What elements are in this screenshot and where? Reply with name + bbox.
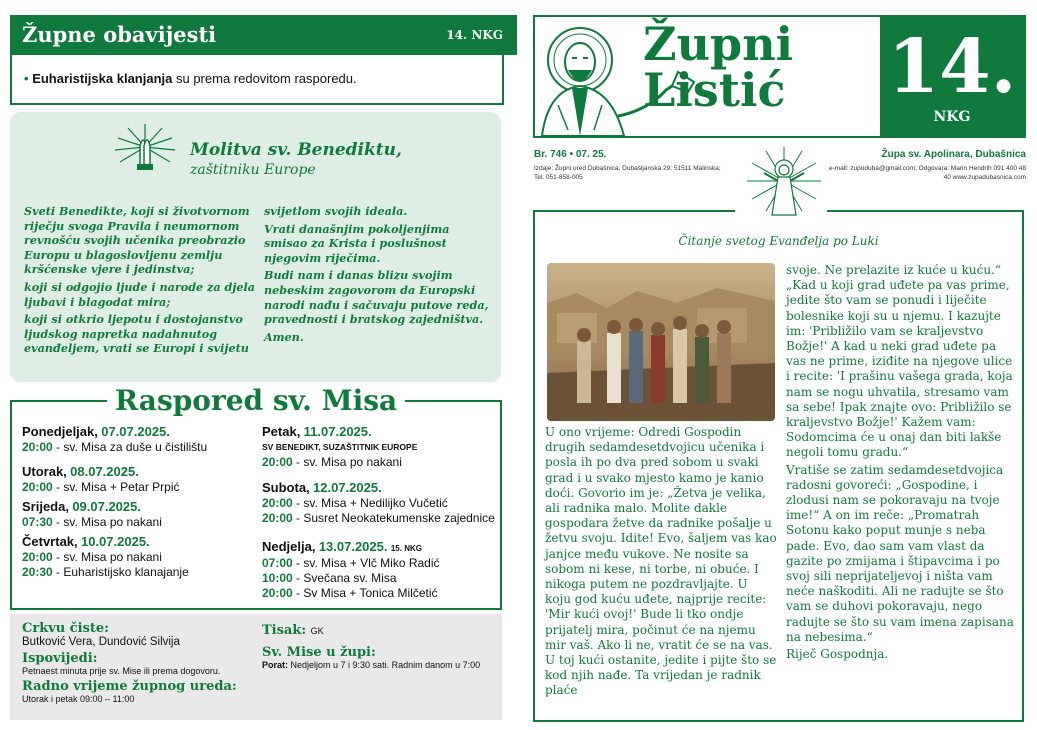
radno-value: Utorak i petak 09:00 – 11:00 bbox=[22, 694, 135, 704]
day-cetvrtak bbox=[22, 534, 189, 580]
ispovijedi-label: Ispovijedi: bbox=[22, 651, 98, 666]
day-name: Utorak, bbox=[22, 464, 67, 479]
day-utorak bbox=[22, 464, 180, 495]
obavijesti-header bbox=[10, 15, 517, 55]
molitva-paragraph: Vrati današnjim pokoljenjima smisao za Krista i poslušnost njegovim riječima. bbox=[264, 221, 450, 265]
event-time: 20:00 bbox=[262, 455, 293, 469]
praying-hands-icon bbox=[110, 122, 180, 172]
event-text: - Susret Neokatekumenske zajednice bbox=[292, 511, 495, 525]
ispovijedi-value: Petnaest minuta prije sv. Mise ili prema dogovoru. bbox=[22, 666, 221, 676]
event-time: 10:00 bbox=[262, 571, 293, 585]
molitva-paragraph: Amen. bbox=[264, 329, 304, 344]
jesus-rays-icon bbox=[744, 145, 824, 217]
masthead-title bbox=[643, 17, 794, 117]
day-nedjelja bbox=[262, 539, 440, 601]
obavijesti-issue: 14. NKG bbox=[446, 28, 503, 42]
obavijesti-item-text: su prema redovitom rasporedu. bbox=[172, 71, 357, 86]
molitva-paragraph: Budi nam i danas blizu svojim nebeskim zagovorom da Europski narodi nađu i sačuvaju putove reda, pravednosti i bratskog zajedništva. bbox=[264, 268, 489, 327]
event-text: - sv. Misa + Vlč Miko Radić bbox=[292, 556, 440, 570]
molitva-left-column bbox=[24, 204, 256, 359]
event-time: 20:00 bbox=[262, 511, 293, 525]
event-text: - sv. Misa po nakani bbox=[52, 515, 162, 529]
day-name: Subota, bbox=[262, 480, 310, 495]
molitva-box bbox=[10, 112, 501, 382]
event-text: - Euharistijsko klanajanje bbox=[52, 565, 189, 579]
event-text: - sv. Misa po nakani bbox=[52, 550, 162, 564]
masthead-number-box bbox=[880, 17, 1024, 138]
day-sup: 15. NKG bbox=[390, 544, 422, 553]
obavijesti-box bbox=[10, 55, 504, 105]
event-text: - Sv Misa + Tonica Milčetić bbox=[292, 586, 438, 600]
day-note: SV BENEDIKT, SUZAŠTITNIK EUROPE bbox=[262, 442, 418, 452]
day-name: Četvrtak, bbox=[22, 534, 78, 549]
event-time: 20:00 bbox=[262, 496, 293, 510]
event-time: 20:00 bbox=[22, 550, 53, 564]
day-srijeda bbox=[22, 499, 162, 530]
event-text: - sv. Misa + Petar Prpić bbox=[52, 480, 180, 494]
issue-number-date: Br. 746 • 07. 25. bbox=[534, 149, 607, 160]
day-date: 11.07.2025. bbox=[303, 424, 372, 439]
day-name: Srijeda, bbox=[22, 499, 69, 514]
raspored-title-wrap bbox=[12, 384, 500, 417]
masthead bbox=[533, 15, 1026, 138]
radno-label: Radno vrijeme župnog ureda: bbox=[22, 679, 237, 694]
mise-label: Sv. Mise u župi: bbox=[262, 645, 376, 660]
raspored-box bbox=[10, 384, 502, 610]
parish-name: Župa sv. Apolinara, Dubašnica bbox=[881, 149, 1026, 160]
mise-place: Porat: bbox=[262, 660, 289, 670]
day-subota bbox=[262, 480, 495, 526]
event-text: - sv. Misa po nakani bbox=[292, 455, 402, 469]
molitva-title: Molitva sv. Benediktu, bbox=[190, 140, 402, 160]
event-time: 20:30 bbox=[22, 565, 53, 579]
event-time: 07:30 bbox=[22, 515, 53, 529]
day-date: 10.07.2025. bbox=[80, 534, 150, 549]
day-date: 07.07.2025. bbox=[101, 424, 170, 439]
event-time: 07:00 bbox=[262, 556, 293, 570]
event-time: 20:00 bbox=[22, 440, 53, 454]
day-petak bbox=[262, 424, 417, 470]
contact-info: e-mail: zupuduba@gmail.com; Odgovara: Marin Hendrih 091 400 48 40 www.zupadubasnica.com bbox=[828, 165, 1026, 181]
gospel-title: Čitanje svetog Evanđelja po Luki bbox=[678, 234, 879, 248]
raspored-title: Raspored sv. Misa bbox=[107, 384, 405, 417]
crkvu-label: Crkvu čiste: bbox=[22, 621, 109, 636]
mise-value: Nedjeljom u 7 i 9:30 sati. Radnim danom u 7:00 bbox=[288, 660, 481, 670]
obavijesti-title: Župne obavijesti bbox=[22, 22, 217, 47]
obavijesti-item bbox=[24, 71, 357, 86]
molitva-paragraph: svijetlom svojih ideala. bbox=[264, 204, 408, 218]
molitva-paragraph: Sveti Benedikte, koji si životvornom riječju svoga Pravila i neumornom revnošću svojih učenika preobrazio Europu u blagoslovljenu zemlju kršćenske vjere i jedinstva; bbox=[24, 204, 250, 277]
day-date: 09.07.2025. bbox=[72, 499, 141, 514]
day-name: Ponedjeljak, bbox=[22, 424, 98, 439]
info-right bbox=[262, 621, 500, 670]
event-text: - sv. Misa za duše u čistilištu bbox=[52, 440, 208, 454]
gospel-left-text: U ono vrijeme: Odredi Gospodin drugih sedamdesetdvojicu učenika i posla ih po dva pred sobom u svaki grad i u svako mjesto kamo je kanio doći. Govorio im je: „Žetva je velika, ali radnika malo. Molite dakle gospodara žetve da radnike pošalje u žetvu svoju. Idite! Evo, šaljem vas kao janjce među vukove. Ne nosite sa sobom ni kese, ni torbe, ni obuće. I nikoga putem ne pozdravljajte. U koju god kuću uđete, najprije recite: 'Mir kući ovoj!' Bude li tko ondje prijatelj mira, počinut će na njemu mir vaš. Ako li ne, vratit će se na vas. U toj kući ostanite, jedite i pijte što se kod njih nađe. Ta vrijedan je radnik plaće bbox=[545, 425, 777, 698]
molitva-subtitle: zaštitniku Europe bbox=[190, 162, 316, 178]
molitva-paragraph: koji si odgojio ljude i narode za djela ljubavi i blagodat mira; bbox=[24, 279, 256, 309]
masthead-title-line1: Župni bbox=[643, 17, 794, 71]
crkvu-value: Butković Vera, Dundović Silvija bbox=[22, 636, 180, 648]
day-date: 08.07.2025. bbox=[70, 464, 139, 479]
gospel-paragraph: svoje. Ne prelazite iz kuće u kuću.“ „Kad u koji grad uđete pa vas prime, jedite što vam se ponudi i liječite bolesnike koji su u njemu. I kazujte im: 'Približilo vam se kraljevstvo Božje!' A kad u neki grad uđete pa vas ne prime, iziđite na njegove ulice i recite: 'I prašinu vašega grada, koja nam se nogu uhvatila, stresamo vam sa sebe! Ipak znajte ovo: Približilo se kraljevstvo Božje!' Kažem vam: Sodomcima će u onaj dan biti lakše negoli tomu gradu.“ bbox=[786, 263, 1013, 460]
gospel-painting bbox=[547, 263, 775, 421]
masthead-number: 14. bbox=[887, 24, 1017, 110]
day-name: Petak, bbox=[262, 424, 301, 439]
publisher-info: Izdaje: Župni ured Dubašnica, Dubašljanska 29; 51511 Malinska; Tel. 051-858-005 bbox=[534, 165, 721, 181]
event-text: - sv. Misa + Nedilijko Vučetić bbox=[292, 496, 448, 510]
day-ponedjeljak bbox=[22, 424, 207, 455]
info-box bbox=[10, 614, 502, 720]
tisak-value: GK bbox=[310, 626, 324, 636]
gospel-paragraph: Vratiše se zatim sedamdesetdvojica radosni govoreći: „Gospodine, i zlodusi nam se pokoravaju na tvoje ime!“ A on im reče: „Promatrah Sotonu kako poput munje s neba pade. Evo, dao sam vam vlast da gazite po zmijama i štipavcima i po svoj sili neprijateljevoj i ništa vam neće naškoditi. Ali ne radujte se što vam se duhovi pokoravaju, nego radujte se što su vam imena zapisana na nebesima.“ bbox=[786, 462, 1014, 644]
gospel-paragraph: Riječ Gospodnja. bbox=[786, 647, 889, 662]
tisak-label: Tisak: bbox=[262, 623, 307, 638]
event-text: - Svečana sv. Misa bbox=[292, 571, 397, 585]
event-time: 20:00 bbox=[22, 480, 53, 494]
molitva-paragraph: koji si otkrio ljepotu i dostojanstvo ljudskog napretka nadahnutog evanđeljem, vrati se Europi i svijetu bbox=[24, 312, 249, 356]
masthead-nkg: NKG bbox=[933, 109, 971, 125]
day-date: 13.07.2025. bbox=[318, 539, 388, 554]
obavijesti-item-bold: Euharistijska klanjanja bbox=[32, 71, 173, 86]
masthead-title-line2: Listić bbox=[643, 63, 786, 117]
bullet-icon: • bbox=[24, 71, 29, 86]
molitva-right-column bbox=[264, 204, 494, 347]
gospel-right-column bbox=[786, 263, 1016, 664]
info-left bbox=[22, 621, 257, 704]
day-date: 12.07.2025. bbox=[313, 480, 382, 495]
gospel-box bbox=[533, 210, 1024, 722]
day-name: Nedjelja, bbox=[262, 539, 316, 554]
event-time: 20:00 bbox=[262, 586, 293, 600]
